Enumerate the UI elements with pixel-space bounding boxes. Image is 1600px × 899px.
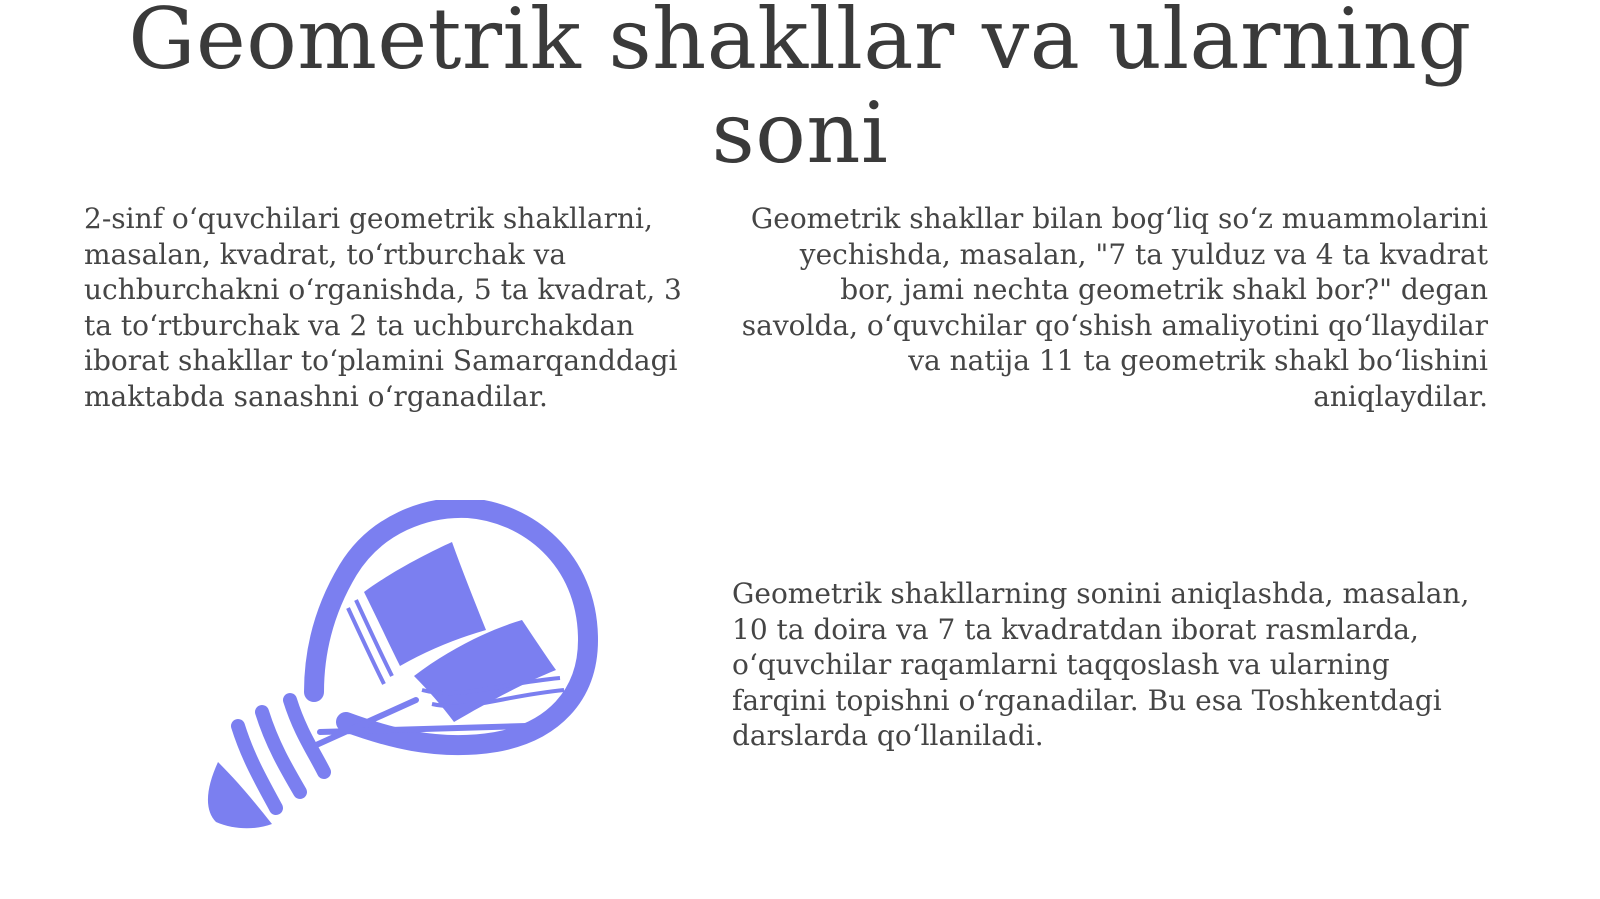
bulb-ring-1 bbox=[290, 700, 324, 772]
paragraph-shapes-counting: 2-sinf o‘quvchilari geometrik shakllarni, masalan, kvadrat, to‘rtburchak va uchburchakni o‘rganishda, 5 ta kvadrat, 3 ta to‘rtburchak va 2 ta uchburchakdan iborat shakllar to‘plamini Samarqanddagi maktabda sanashni o‘rganadilar. bbox=[84, 202, 682, 413]
lightbulb-book-icon bbox=[196, 500, 626, 845]
slide-title: Geometrik shakllar va ularning soni bbox=[128, 0, 1472, 182]
paragraph-comparison: Geometrik shakllarning sonini aniqlashda, masalan, 10 ta doira va 7 ta kvadratdan iborat rasmlarda, o‘quvchilar raqamlarni taqqoslash va ularning farqini topishni o‘rganadilar. Bu esa Toshkentdagi darslarda qo‘llaniladi. bbox=[732, 577, 1470, 752]
paragraph-word-problems: Geometrik shakllar bilan bog‘liq so‘z muammolarini yechishda, masalan, "7 ta yulduz va 4 ta kvadrat bor, jami nechta geometrik shakl bor?" degan savolda, o‘quvchilar qo‘shish amaliyotini qo‘llaydilar va natija 11 ta geometrik shakl bo‘lishini aniqlaydilar. bbox=[741, 202, 1488, 413]
